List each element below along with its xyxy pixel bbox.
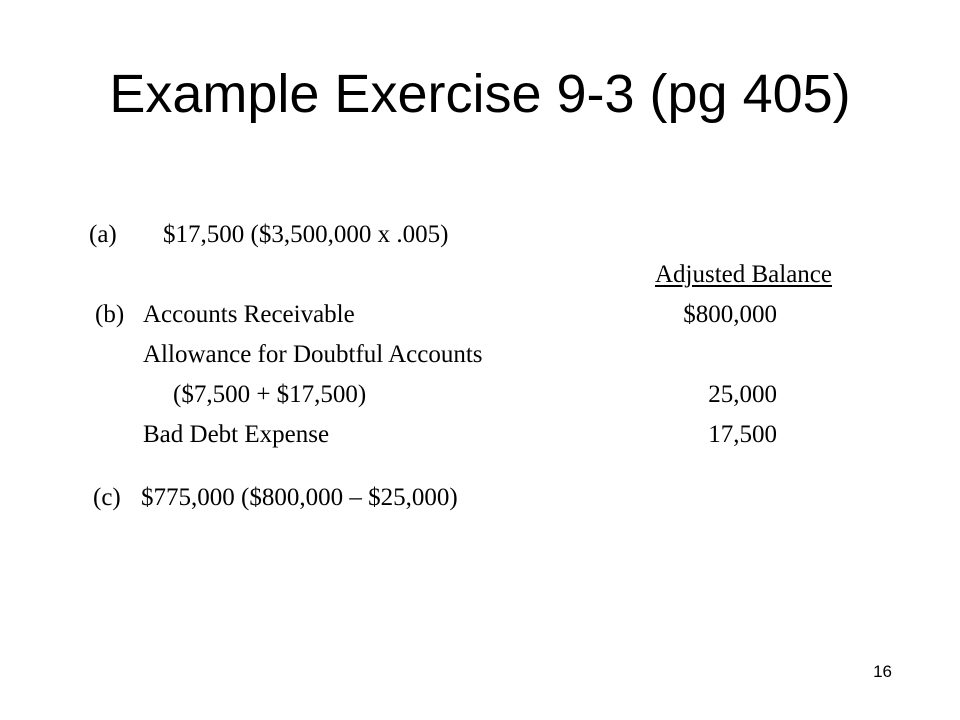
slide-title: Example Exercise 9-3 (pg 405) <box>109 64 851 124</box>
adjusted-balance-header: Adjusted Balance <box>654 261 832 288</box>
allowance-label: Allowance for Doubtful Accounts <box>143 341 483 368</box>
allowance-value: 25,000 <box>708 381 777 408</box>
slide-number: 16 <box>873 662 892 681</box>
bad-debt-expense-value: 17,500 <box>708 421 777 448</box>
bad-debt-expense-label: Bad Debt Expense <box>143 421 330 448</box>
part-b-marker: (b) <box>95 301 125 328</box>
part-c-text: $775,000 ($800,000 – $25,000) <box>141 484 458 511</box>
allowance-detail-label: ($7,500 + $17,500) <box>173 381 367 408</box>
part-c-marker: (c) <box>93 484 121 511</box>
part-a-text: $17,500 ($3,500,000 x .005) <box>163 221 449 248</box>
part-a-marker: (a) <box>89 221 117 248</box>
accounts-receivable-value: $800,000 <box>683 301 777 328</box>
accounts-receivable-label: Accounts Receivable <box>143 301 355 328</box>
